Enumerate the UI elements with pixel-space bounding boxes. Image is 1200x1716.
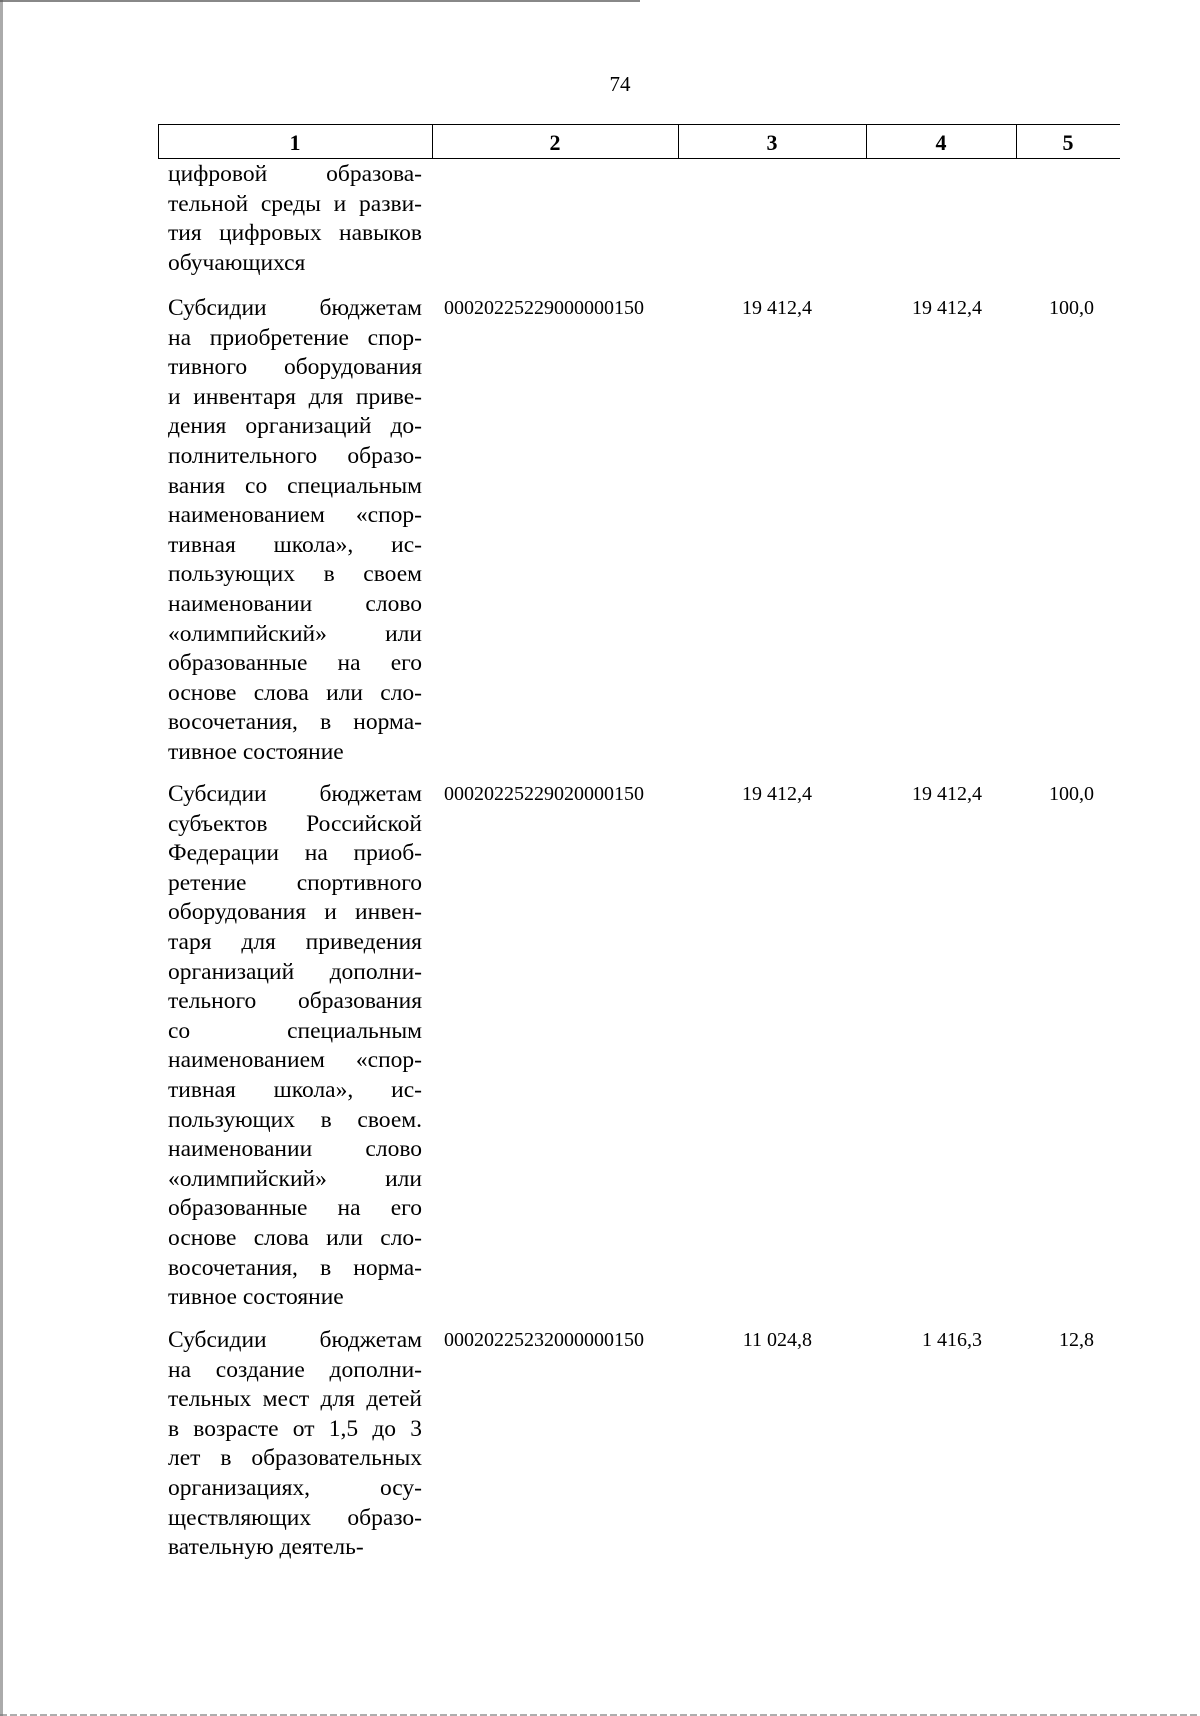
row-value-col4: 19 412,4 <box>912 783 982 805</box>
description-line: наименовании слово <box>168 1136 422 1163</box>
description-line: тивное состояние <box>168 738 344 765</box>
header-col-2: 2 <box>549 130 561 155</box>
description-line: Субсидии бюджетам <box>168 295 422 321</box>
scan-left-edge <box>0 0 3 1716</box>
description-line: восочетания, в норма- <box>168 1254 422 1281</box>
row-value-col4: 1 416,3 <box>922 1329 982 1351</box>
description-line: тивная школа», ис- <box>168 531 422 558</box>
description-line: Федерации на приоб- <box>168 840 422 867</box>
description-line: наименованием «спор- <box>168 502 422 529</box>
header-col-4: 4 <box>935 130 947 155</box>
description-line: тия цифровых навыков <box>168 220 422 247</box>
row-description <box>168 160 422 278</box>
description-line: основе слова или сло- <box>168 679 422 706</box>
description-line: в возрасте от 1,5 до 3 <box>168 1415 422 1442</box>
row-value-col5: 100,0 <box>1049 297 1094 319</box>
page-number: 74 <box>609 72 631 96</box>
description-line: тельного образования <box>168 988 422 1015</box>
row-value-col3: 19 412,4 <box>742 783 812 805</box>
description-line: восочетания, в норма- <box>168 709 422 736</box>
description-line: субъектов Российской <box>168 810 422 837</box>
description-line: вания со специальным <box>168 472 422 499</box>
description-line: со специальным <box>168 1017 422 1044</box>
description-line: вательную деятель- <box>168 1534 364 1561</box>
header-top-rule <box>158 124 1120 125</box>
row-description <box>168 294 422 768</box>
description-line: «олимпийский» или <box>168 1165 422 1192</box>
description-line: на создание дополни- <box>168 1356 422 1383</box>
description-line: Субсидии бюджетам <box>168 781 422 807</box>
row-value-col5: 100,0 <box>1049 783 1094 805</box>
description-line: обучающихся <box>168 249 306 276</box>
description-line: тивное состояние <box>168 1284 344 1311</box>
header-col-5: 5 <box>1062 130 1074 155</box>
description-line: дения организаций до- <box>168 413 422 440</box>
scan-top-edge <box>0 0 640 2</box>
description-line: оборудования и инвен- <box>168 899 422 926</box>
description-line: ществляющих образо- <box>168 1504 422 1531</box>
row-description <box>168 780 422 1313</box>
description-line: Субсидии бюджетам <box>168 1327 422 1353</box>
description-line: полнительного образо- <box>168 442 422 469</box>
description-line: основе слова или сло- <box>168 1224 422 1251</box>
description-line: тельных мест для детей <box>168 1386 422 1413</box>
header-col-3: 3 <box>766 130 778 155</box>
row-value-col3: 11 024,8 <box>742 1329 812 1351</box>
row-value-col5: 12,8 <box>1059 1329 1094 1351</box>
description-line: пользующих в своем. <box>168 1106 422 1133</box>
description-line: и инвентаря для приве- <box>168 383 422 410</box>
row-value-col4: 19 412,4 <box>912 297 982 319</box>
description-line: наименовании слово <box>168 590 422 617</box>
description-line: организациях, осу- <box>168 1474 422 1501</box>
description-line: на приобретение спор- <box>168 324 422 351</box>
description-line: организаций дополни- <box>168 958 422 985</box>
description-line: образованные на его <box>168 650 422 677</box>
row-code: 00020225232000000150 <box>444 1329 644 1351</box>
description-line: лет в образовательных <box>168 1445 422 1472</box>
description-line: цифровой образова- <box>168 161 422 187</box>
row-code: 00020225229000000150 <box>444 297 644 319</box>
header-col-1: 1 <box>289 130 301 155</box>
row-description <box>168 1326 422 1563</box>
description-line: таря для приведения <box>168 928 422 955</box>
description-line: наименованием «спор- <box>168 1047 422 1074</box>
row-value-col3: 19 412,4 <box>742 297 812 319</box>
description-line: «олимпийский» или <box>168 620 422 647</box>
description-line: ретение спортивного <box>168 869 422 896</box>
description-line: тивного оборудования <box>168 354 422 381</box>
row-code: 00020225229020000150 <box>444 783 644 805</box>
description-line: тивная школа», ис- <box>168 1076 422 1103</box>
header-bottom-rule <box>158 158 1120 159</box>
description-line: тельной среды и разви- <box>168 190 422 217</box>
description-line: образованные на его <box>168 1195 422 1222</box>
description-line: пользующих в своем <box>168 561 422 588</box>
